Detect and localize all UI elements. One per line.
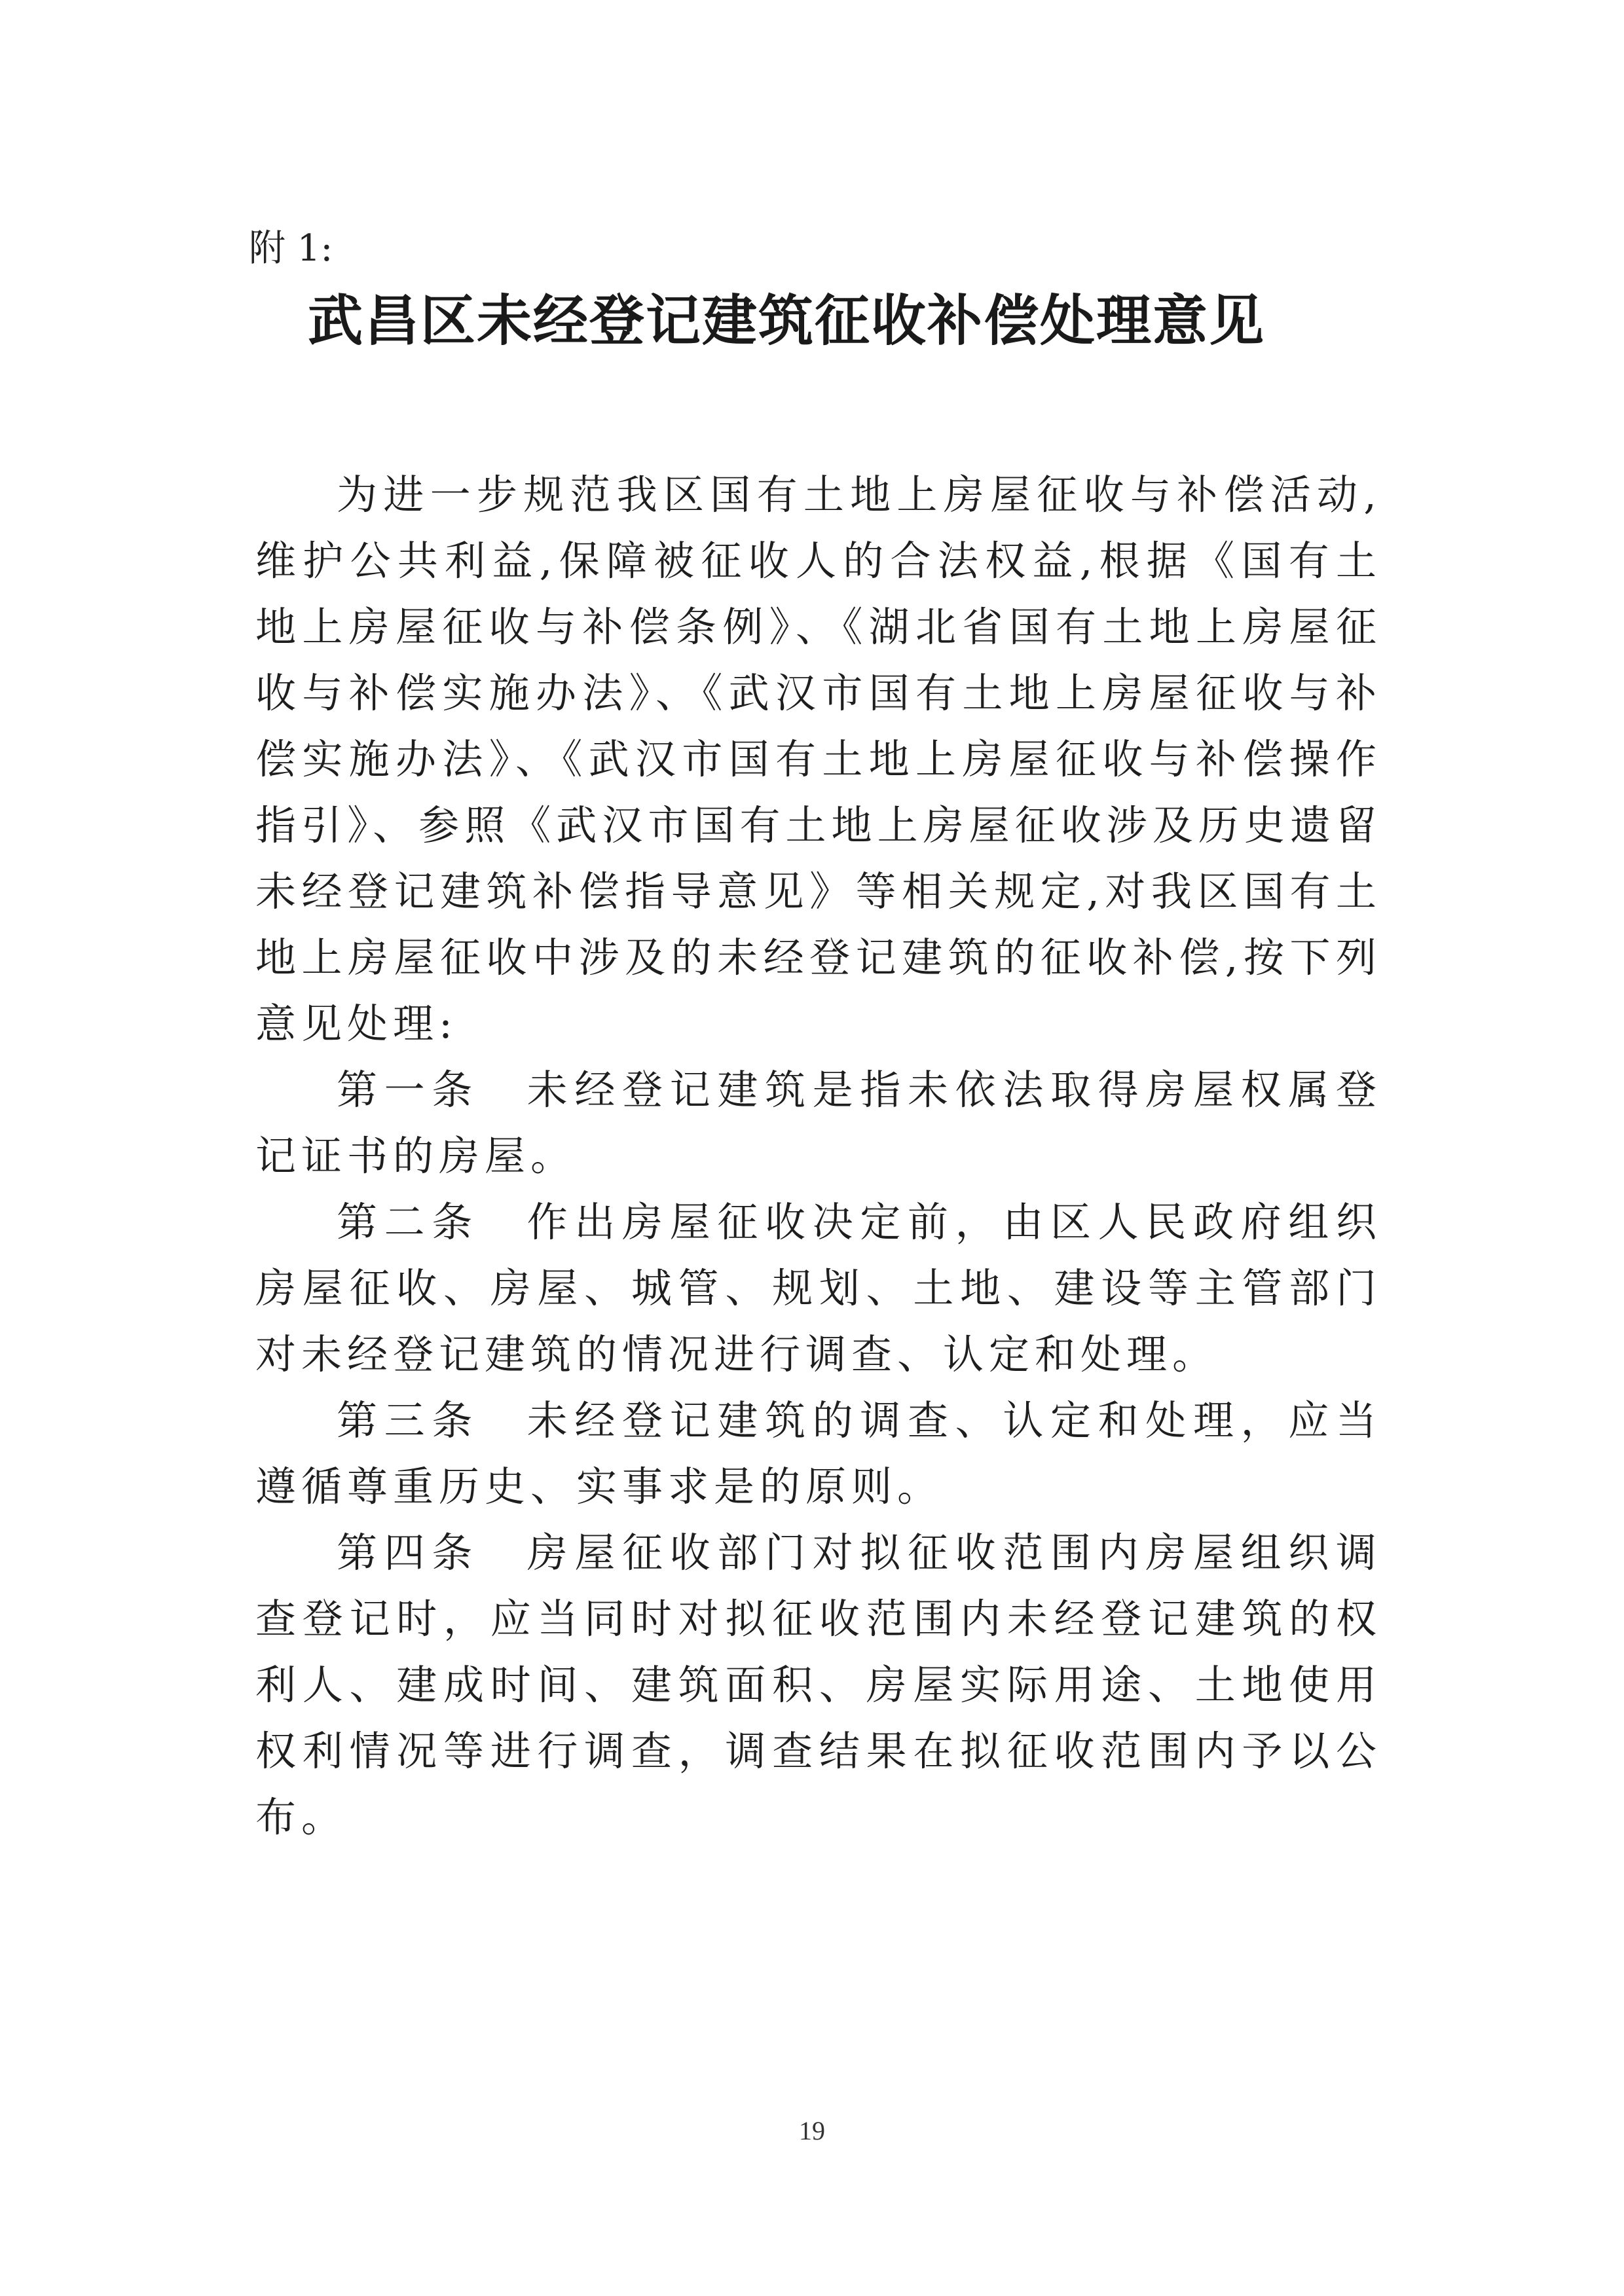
preamble-paragraph: 为进一步规范我区国有土地上房屋征收与补偿活动,维护公共利益,保障被征收人的合法权益,根据《国有土地上房屋征收与补偿条例》、《湖北省国有土地上房屋征收与补偿实施办法》、《武汉市国有土地上房屋征收与补偿实施办法》、《武汉市国有土地上房屋征收与补偿操作指引》、参照《武汉市国有土地上房屋征收涉及历史遗留未经登记建筑补偿指导意见》等相关规定,对我区国有土地上房屋征收中涉及的未经登记建筑的征收补偿,按下列意见处理: <box>255 471 1382 1048</box>
article-1-title: 第一条 <box>337 1066 479 1114</box>
article-3-title: 第三条 <box>337 1396 479 1444</box>
article-3 <box>255 1387 1382 1520</box>
article-1-text: 未经登记建筑是指未依法取得房屋权属登记证书的房屋。 <box>255 1066 1382 1180</box>
attachment-label: 附 1: <box>249 227 333 270</box>
article-4-title: 第四条 <box>337 1529 479 1576</box>
article-2 <box>255 1189 1382 1387</box>
article-4-text: 房屋征收部门对拟征收范围内房屋组织调查登记时，应当同时对拟征收范围内未经登记建筑的权利人、建成时间、建筑面积、房屋实际用途、土地使用权利情况等进行调查，调查结果在拟征收范围内予以公布。 <box>255 1529 1382 1841</box>
article-1 <box>255 1057 1382 1189</box>
article-2-title: 第二条 <box>337 1198 479 1246</box>
article-4 <box>255 1520 1382 1850</box>
page-number: 19 <box>799 2116 825 2145</box>
article-2-text: 作出房屋征收决定前，由区人民政府组织房屋征收、房屋、城管、规划、土地、建设等主管部门对未经登记建筑的情况进行调查、认定和处理。 <box>255 1198 1382 1378</box>
article-3-text: 未经登记建筑的调查、认定和处理，应当遵循尊重历史、实事求是的原则。 <box>255 1396 1382 1510</box>
document-title: 武昌区未经登记建筑征收补偿处理意见 <box>308 289 1266 353</box>
document-body <box>255 462 1382 1850</box>
